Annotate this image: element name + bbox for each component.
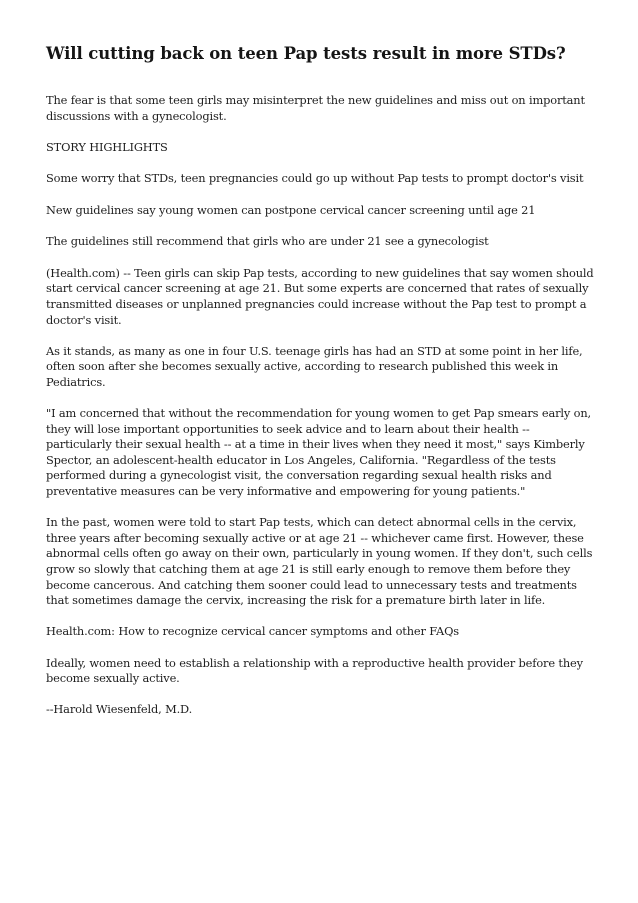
highlight-item: New guidelines say young women can postpone cervical cancer screening until age 21: [46, 202, 536, 217]
related-link: Health.com: How to recognize cervical cancer symptoms and other FAQs: [46, 624, 459, 639]
body-paragraph: (Health.com) -- Teen girls can skip Pap tests, according to new guidelines that say women should start cervical cancer screening at age 21. But some experts are concerned that rates of sexually transmitted diseases or unplanned pregnancies could increase without the Pap test to prompt a doctor's visit.: [46, 265, 594, 327]
highlight-item: The guidelines still recommend that girls who are under 21 see a gynecologist: [46, 234, 489, 249]
highlight-item: Some worry that STDs, teen pregnancies could go up without Pap tests to prompt doctor's visit: [46, 170, 584, 185]
author-signature: --Harold Wiesenfeld, M.D.: [46, 702, 193, 717]
body-paragraph: "I am concerned that without the recommendation for young women to get Pap smears early on, they will lose important opportunities to seek advice and to learn about their health -- particularly their sexual health -- at a time in their lives when they need it most," says Kimberly Spector, an adolescent-health educator in Los Angeles, California. "Regardless of the tests performed during a gynecologist visit, the conversation regarding sexual health risks and preventative measures can be very informative and empowering for young patients.": [46, 406, 591, 499]
body-paragraph: In the past, women were told to start Pap tests, which can detect abnormal cells in the cervix, three years after becoming sexually active or at age 21 -- whichever came first. However, these abnormal cells often go away on their own, particularly in young women. If they don't, such cells grow so slowly that catching them at age 21 is still early enough to remove them before they become cancerous. And catching them sooner could lead to unnecessary tests and treatments that sometimes damage the cervix, increasing the risk for a premature birth later in life.: [46, 515, 593, 608]
article-title: Will cutting back on teen Pap tests result in more STDs?: [46, 44, 566, 63]
body-paragraph: As it stands, as many as one in four U.S. teenage girls has had an STD at some point in her life, often soon after she becomes sexually active, according to research published this week in Pediatrics.: [46, 343, 583, 389]
body-paragraph: Ideally, women need to establish a relationship with a reproductive health provider before they become sexually active.: [46, 655, 583, 686]
article-intro: The fear is that some teen girls may misinterpret the new guidelines and miss out on important discussions with a gynecologist.: [46, 93, 585, 123]
highlights-heading: STORY HIGHLIGHTS: [46, 139, 168, 154]
article: [46, 44, 596, 734]
